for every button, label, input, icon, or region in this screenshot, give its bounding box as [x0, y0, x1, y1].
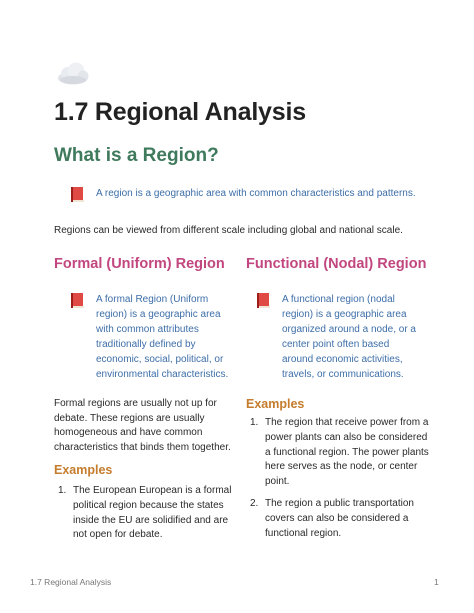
functional-callout-line: A functional region (nodal	[282, 294, 395, 305]
formal-examples-heading: Examples	[54, 463, 113, 477]
cloud-icon	[56, 60, 90, 86]
formal-callout-line: with common attributes	[96, 324, 199, 335]
list-line: power plants can also be considered	[265, 431, 428, 443]
formal-callout-line: economic, social, political, or	[96, 354, 224, 365]
functional-region-callout	[256, 292, 416, 382]
list-number: 2.	[250, 497, 259, 509]
formal-region-paragraph	[54, 397, 231, 455]
paragraph-line: homogeneous and have common	[54, 427, 203, 438]
list-line: inside the EU are solidified and are	[73, 514, 229, 526]
list-line: not open for debate.	[73, 529, 163, 541]
functional-examples-heading: Examples	[246, 397, 305, 411]
list-line: The European European is a formal	[73, 485, 232, 496]
paragraph-line: characteristics that binds them together.	[54, 441, 231, 453]
formal-callout-line: traditionally defined by	[96, 339, 196, 350]
formal-examples-list	[58, 484, 248, 550]
list-number: 1.	[250, 417, 259, 428]
paragraph-line: Formal regions are usually not up for	[54, 398, 217, 409]
callout-text: A region is a geographic area with common characteristics and patterns.	[96, 188, 416, 199]
footer-title: 1.7 Regional Analysis	[30, 577, 112, 587]
functional-callout-line: region) is a geographic area	[282, 309, 407, 320]
functional-region-heading: Functional (Nodal) Region	[246, 256, 427, 272]
functional-examples-list	[250, 416, 440, 548]
list-line: The region that receive power from a	[265, 417, 429, 428]
page-number: 1	[434, 577, 439, 587]
formal-callout-line: A formal Region (Uniform	[96, 294, 209, 305]
list-item	[58, 484, 248, 543]
list-line: covers can also be considered a	[265, 512, 409, 524]
functional-callout-line: travels, or communications.	[282, 369, 404, 380]
red-book-icon	[70, 292, 86, 309]
formal-callout-line: region) is a geographic area	[96, 309, 221, 320]
formal-region-heading: Formal (Uniform) Region	[54, 256, 225, 272]
paragraph-line: debate. These regions are usually	[54, 412, 205, 424]
red-book-icon	[256, 292, 272, 309]
region-definition-callout	[70, 186, 416, 203]
section-heading: What is a Region?	[54, 145, 219, 166]
list-line: The region a public transportation	[265, 497, 414, 509]
functional-callout-line: around economic activities,	[282, 354, 403, 365]
list-line: functional region.	[265, 527, 342, 539]
region-scale-paragraph: Regions can be viewed from different scale including global and national scale.	[54, 225, 403, 236]
list-line: a functional region. The power plants	[265, 446, 429, 458]
red-book-icon	[70, 186, 86, 203]
functional-callout-line: organized around a node, or a	[282, 324, 416, 335]
list-line: political region because the states	[73, 499, 224, 511]
formal-callout-line: environmental characteristics.	[96, 369, 229, 380]
list-line: point.	[265, 476, 290, 488]
list-item	[250, 416, 440, 490]
functional-callout-line: center point often based	[282, 339, 390, 350]
list-item	[250, 497, 440, 541]
page-title: 1.7 Regional Analysis	[54, 98, 306, 126]
list-line: here serves as the node, or center	[265, 461, 418, 473]
list-number: 1.	[58, 485, 67, 496]
formal-region-callout	[70, 292, 228, 382]
